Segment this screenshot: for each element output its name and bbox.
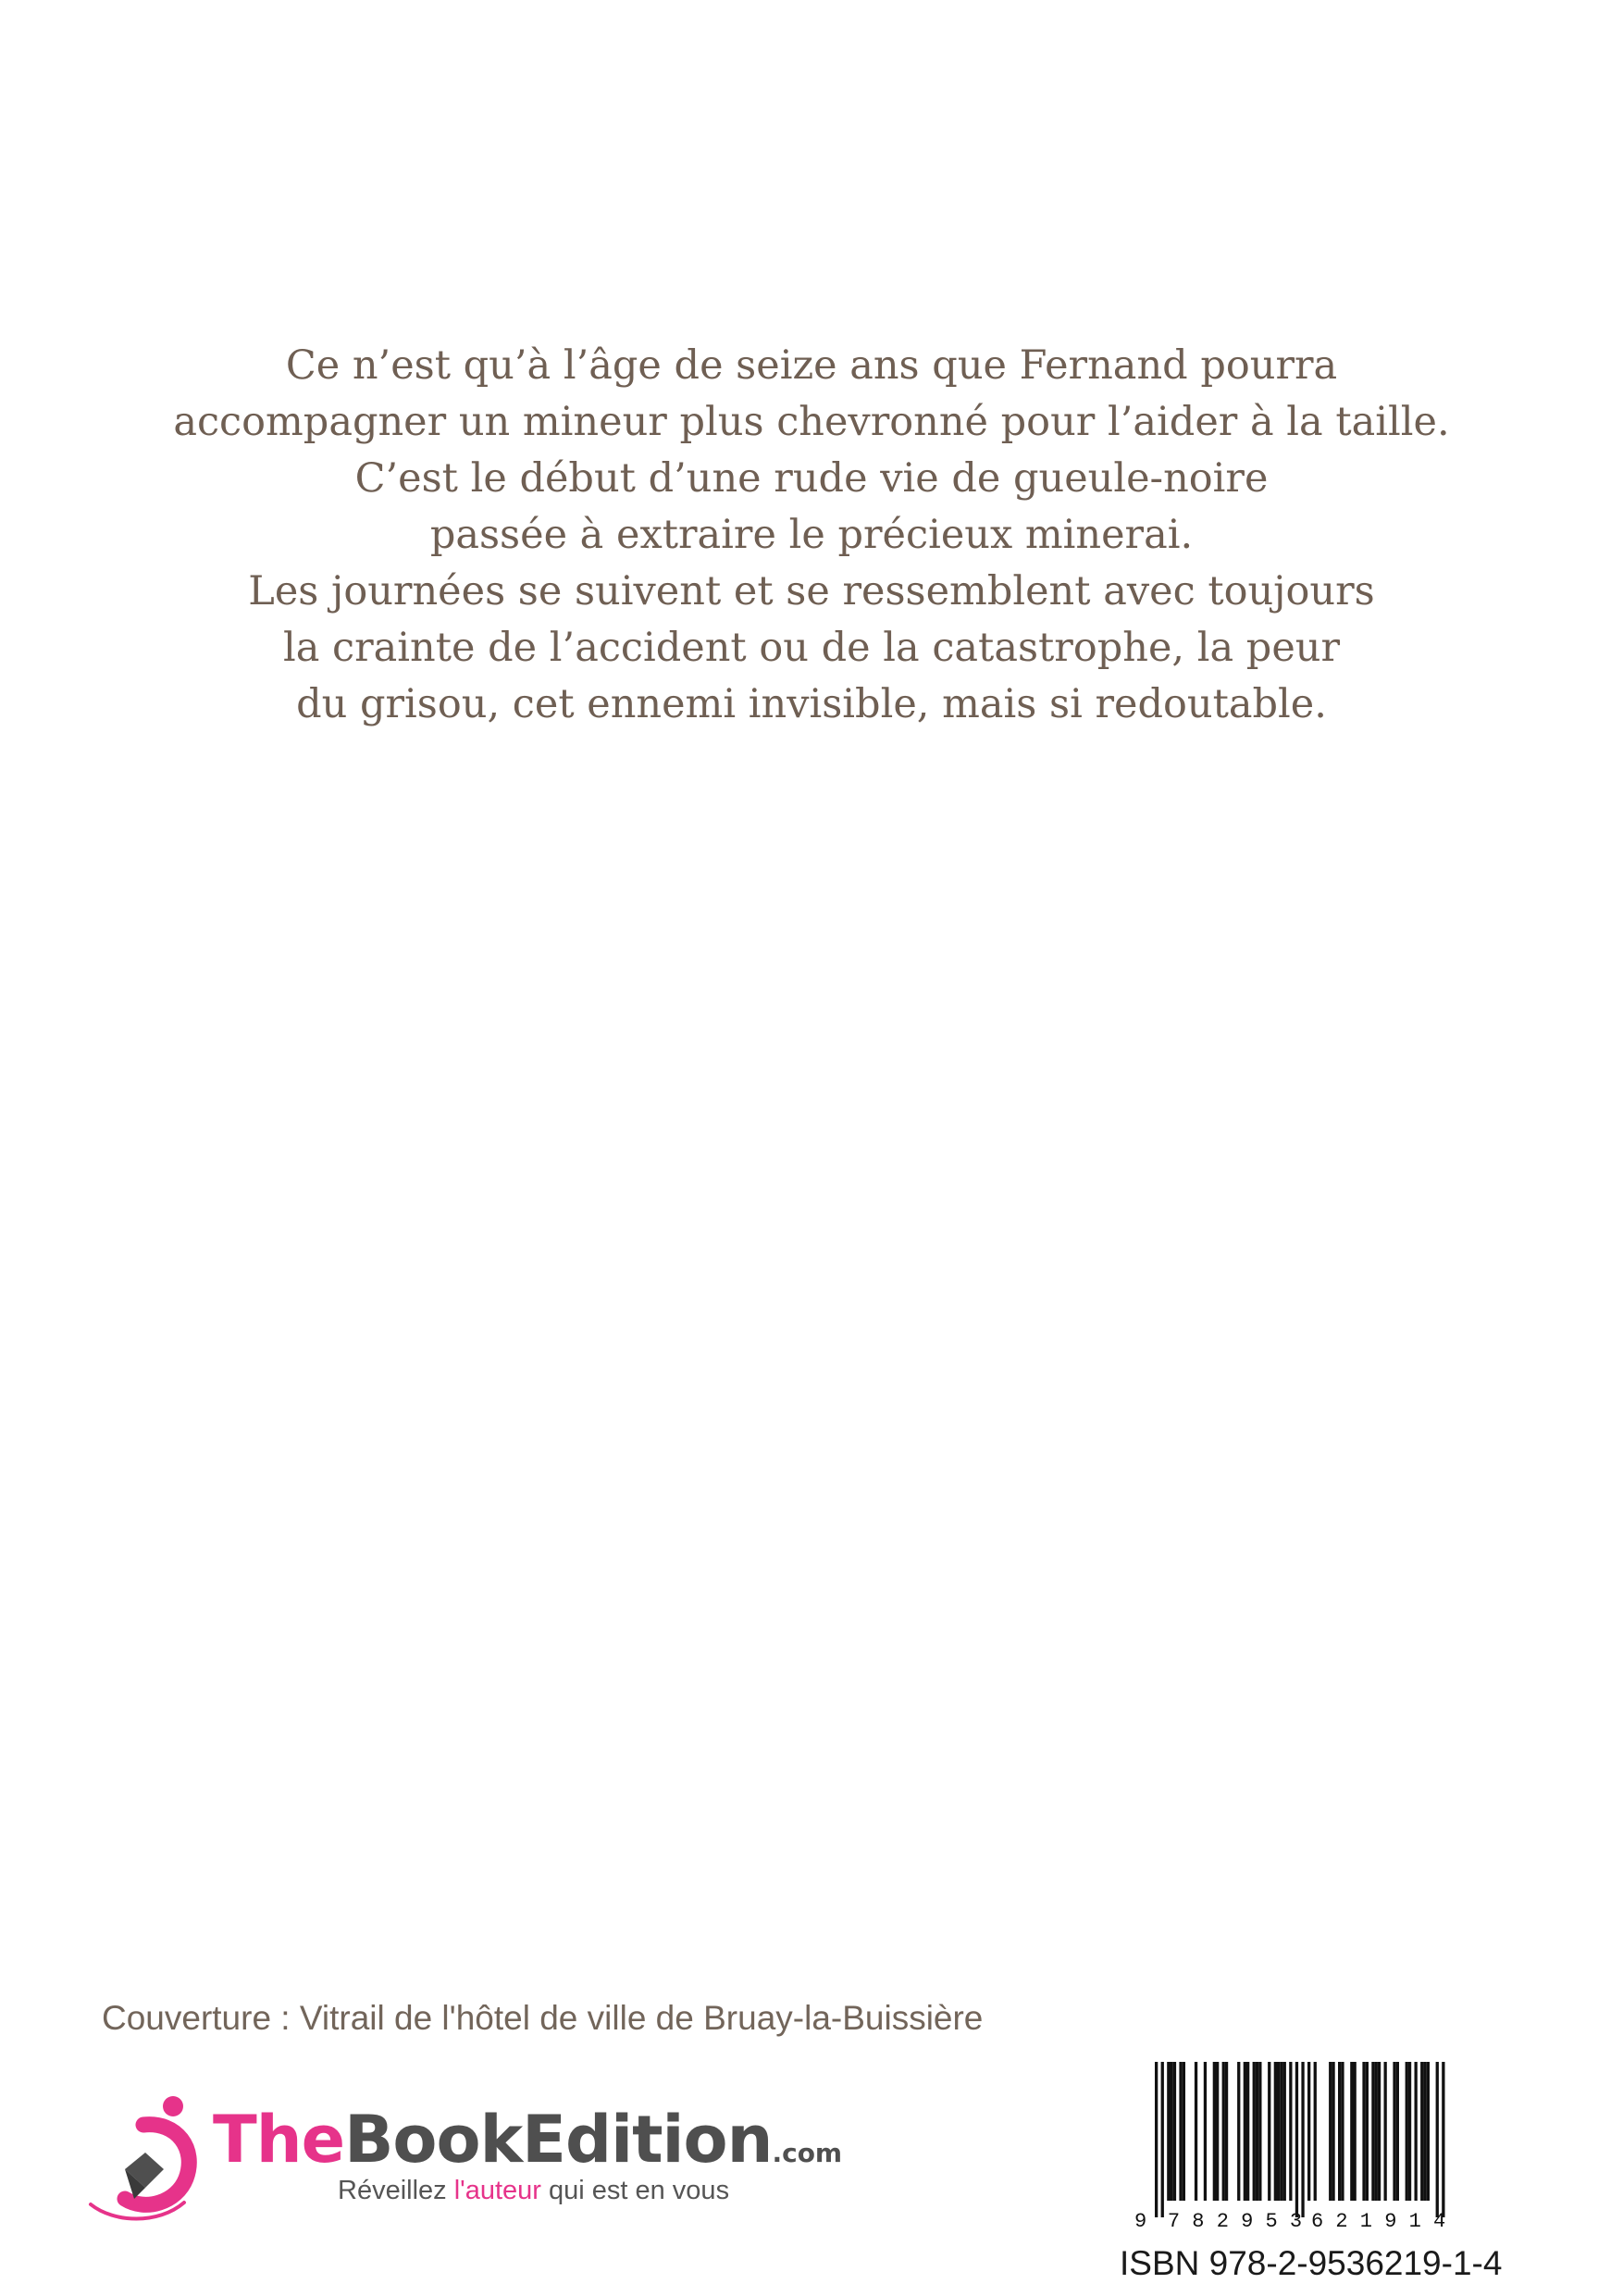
barcode-bar <box>1436 2062 1439 2217</box>
barcode-bar <box>1167 2062 1170 2201</box>
barcode-bar <box>1314 2062 1317 2201</box>
isbn-number: ISBN 978-2-9536219-1-4 <box>1120 2244 1503 2282</box>
barcode-bar <box>1204 2062 1207 2201</box>
barcode-bar <box>1295 2062 1298 2217</box>
wordmark-dotcom: .com <box>772 2138 843 2168</box>
blurb-line: accompagner un mineur plus chevronné pour l’aider à la taille. <box>173 399 1450 445</box>
barcode-bar <box>1225 2062 1228 2201</box>
barcode-bar <box>1171 2062 1173 2201</box>
blurb-line: du grisou, cet ennemi invisible, mais si redoutable. <box>296 681 1327 727</box>
barcode-right-digits: 6 2 1 9 1 4 <box>1311 2210 1446 2233</box>
wordmark-the: The <box>213 2102 345 2178</box>
barcode-bar <box>1406 2062 1408 2201</box>
blurb-line: la crainte de l’accident ou de la catastrophe, la peur <box>282 625 1341 671</box>
barcode-bar <box>1274 2062 1277 2201</box>
ean13-barcode <box>1129 2062 1481 2233</box>
barcode-bar <box>1253 2062 1256 2201</box>
barcode <box>1129 2062 1481 2233</box>
barcode-bar <box>1195 2062 1197 2201</box>
barcode-bar <box>1371 2062 1374 2201</box>
cover-credit: Couverture : Vitrail de l'hôtel de ville de Bruay-la-Buissière <box>102 1999 984 2037</box>
publisher-logo <box>88 2095 856 2234</box>
barcode-bar <box>1350 2062 1353 2201</box>
barcode-bar <box>1338 2062 1341 2201</box>
barcode-bar <box>1161 2062 1164 2217</box>
barcode-first-digit: 9 <box>1134 2210 1147 2233</box>
barcode-bar <box>1332 2062 1334 2201</box>
blurb-line: C’est le début d’une rude vie de gueule-noire <box>354 455 1269 502</box>
barcode-bar <box>1237 2062 1240 2201</box>
barcode-bar <box>1420 2062 1423 2201</box>
barcode-bar <box>1423 2062 1426 2201</box>
barcode-bar <box>1301 2062 1304 2217</box>
barcode-bar <box>1307 2062 1310 2201</box>
barcode-bar <box>1155 2062 1158 2217</box>
barcode-bar <box>1222 2062 1225 2201</box>
barcode-bar <box>1244 2062 1246 2201</box>
tagline-before: Réveillez <box>338 2176 454 2205</box>
barcode-bar <box>1216 2062 1219 2201</box>
barcode-bar <box>1246 2062 1249 2201</box>
barcode-bar <box>1280 2062 1282 2201</box>
barcode-left-digits: 7 8 2 9 5 3 <box>1167 2210 1303 2233</box>
barcode-bar <box>1393 2062 1395 2201</box>
barcode-bar <box>1329 2062 1332 2201</box>
barcode-bar <box>1289 2062 1292 2201</box>
barcode-bar <box>1366 2062 1369 2201</box>
barcode-bar <box>1173 2062 1176 2201</box>
barcode-bar <box>1442 2062 1444 2217</box>
barcode-bar <box>1378 2062 1381 2201</box>
barcode-bar <box>1277 2062 1280 2201</box>
blurb-line: Ce n’est qu’à l’âge de seize ans que Fernand pourra <box>285 342 1338 389</box>
barcode-bar <box>1183 2062 1185 2201</box>
barcode-bar <box>1256 2062 1258 2201</box>
back-cover-blurb <box>0 338 1623 733</box>
barcode-bar <box>1396 2062 1399 2201</box>
barcode-bar <box>1427 2062 1430 2201</box>
barcode-bar <box>1341 2062 1344 2201</box>
barcode-bar <box>1258 2062 1261 2201</box>
publisher-tagline <box>338 2174 729 2207</box>
tagline-highlight: l'auteur <box>453 2176 541 2205</box>
barcode-bar <box>1213 2062 1216 2201</box>
thebookedition-logo-icon <box>88 2095 204 2225</box>
barcode-bar <box>1375 2062 1378 2201</box>
barcode-bar <box>1268 2062 1270 2201</box>
blurb-line: passée à extraire le précieux minerai. <box>429 512 1194 558</box>
barcode-bar <box>1415 2062 1418 2201</box>
barcode-bar <box>1408 2062 1411 2201</box>
barcode-bar <box>1354 2062 1357 2201</box>
blurb-line: Les journées se suivent et se ressemblent avec toujours <box>248 568 1375 614</box>
wordmark-book-edition: BookEdition <box>344 2102 773 2178</box>
tagline-after: qui est en vous <box>540 2176 730 2205</box>
barcode-bar <box>1283 2062 1286 2201</box>
barcode-bar <box>1179 2062 1182 2201</box>
barcode-bar <box>1362 2062 1365 2201</box>
barcode-bar <box>1384 2062 1387 2201</box>
